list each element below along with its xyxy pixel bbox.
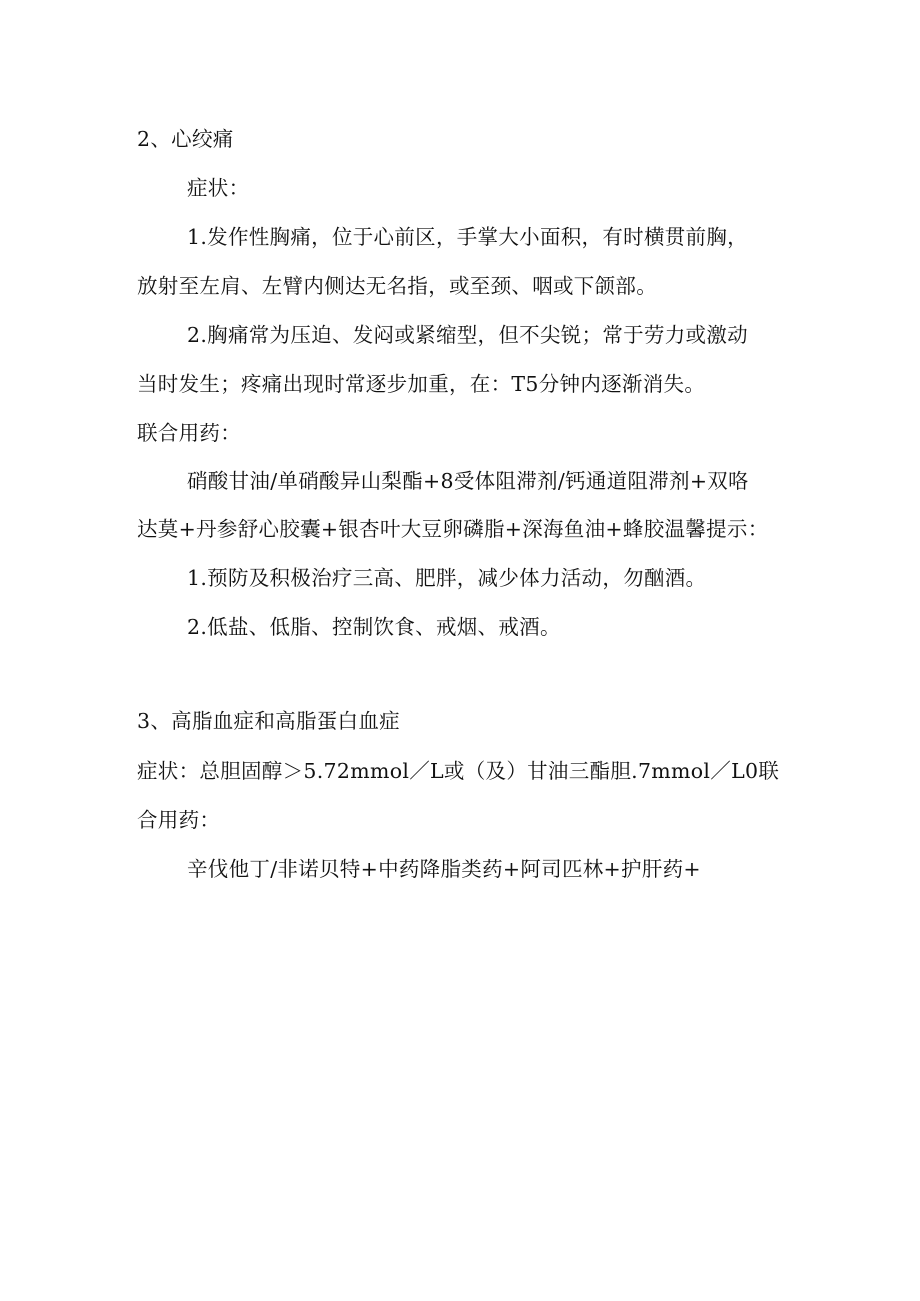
section-2-combo-line-1: 硝酸甘油/单硝酸异山梨酯+8受体阻滞剂/钙通道阻滞剂+双咯 bbox=[187, 469, 749, 493]
section-2-symptom-2-line-1: 2.胸痛常为压迫、发闷或紧缩型，但不尖锐；常于劳力或激动 bbox=[187, 323, 748, 347]
section-2-symptom-2-line-2: 当时发生；疼痛出现时常逐步加重，在：T5分钟内逐渐消失。 bbox=[137, 372, 706, 396]
section-2-heading: 2、心绞痛 bbox=[137, 127, 234, 151]
section-2-tip-1: 1.预防及积极治疗三高、肥胖，减少体力活动，勿酗酒。 bbox=[187, 566, 707, 590]
section-3-heading: 3、高脂血症和高脂蛋白血症 bbox=[137, 709, 400, 733]
section-3-symptoms-line-2: 合用药： bbox=[137, 808, 221, 832]
section-2-symptom-1-line-1: 1.发作性胸痛，位于心前区，手掌大小面积，有时横贯前胸， bbox=[187, 225, 748, 249]
section-2-symptoms-label: 症状： bbox=[187, 176, 250, 200]
section-3-symptoms-line-1: 症状：总胆固醇＞5.72mmol／L或（及）甘油三酯胆.7mmol／L0联 bbox=[137, 759, 780, 783]
section-2-combo-line-2: 达莫+丹参舒心胶囊+银杏叶大豆卵磷脂+深海鱼油+蜂胶温馨提示： bbox=[137, 517, 769, 541]
section-2-symptom-1-line-2: 放射至左肩、左臂内侧达无名指，或至颈、咽或下颌部。 bbox=[137, 274, 657, 298]
section-2-combo-label: 联合用药： bbox=[137, 421, 241, 445]
section-3-combo-line-1: 辛伐他丁/非诺贝特+中药降脂类药+阿司匹林+护肝药+ bbox=[187, 857, 701, 881]
section-2-tip-2: 2.低盐、低脂、控制饮食、戒烟、戒酒。 bbox=[187, 615, 561, 639]
